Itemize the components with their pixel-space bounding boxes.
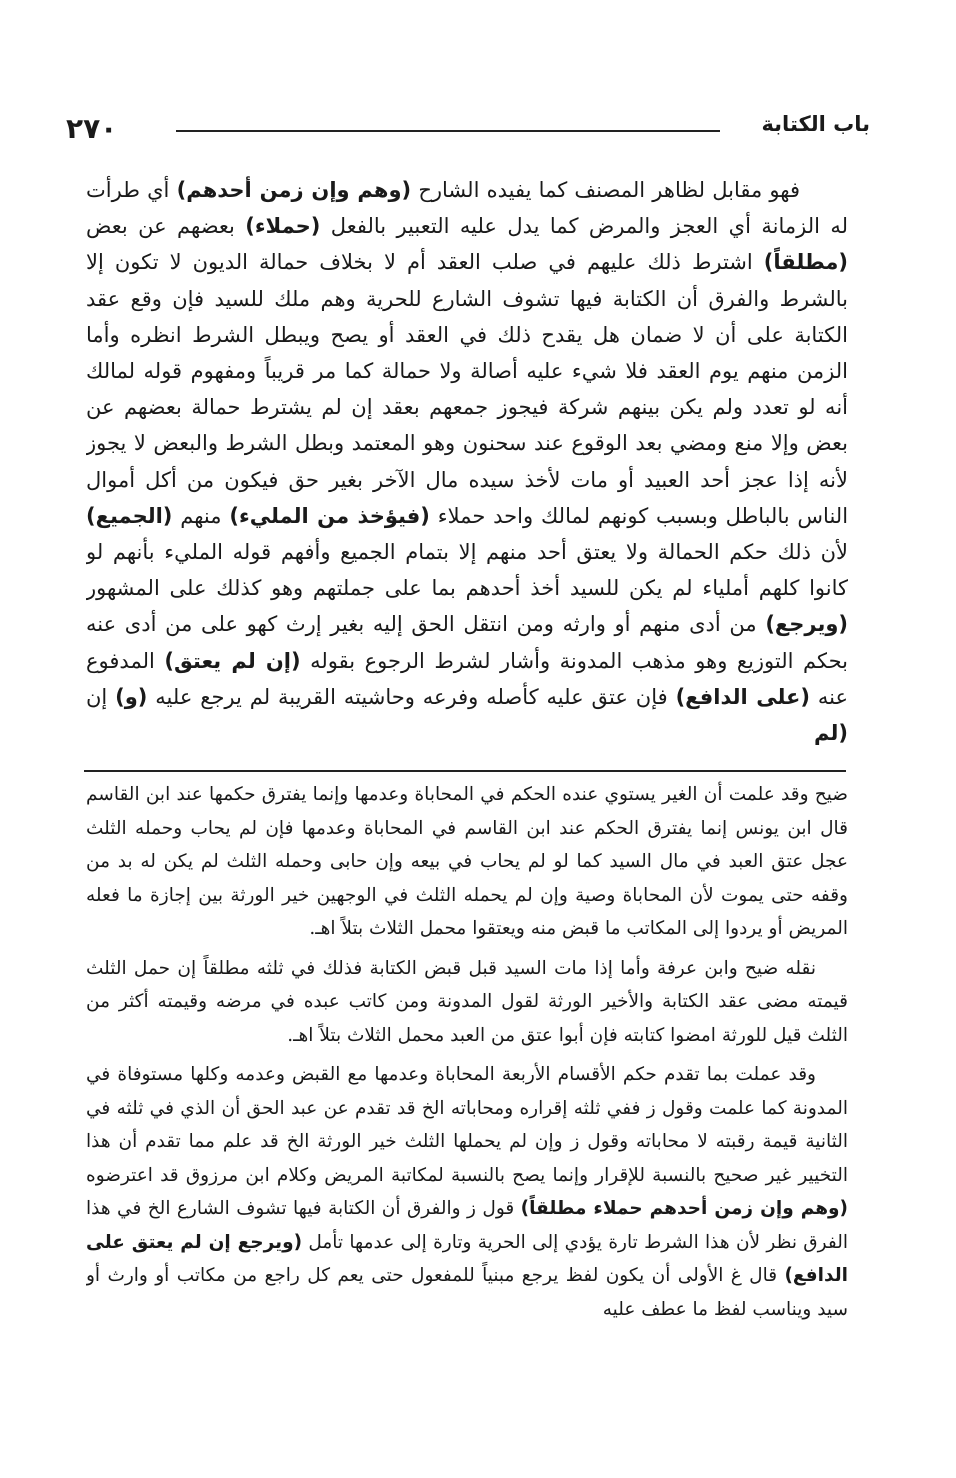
- quoted-matn: (فيؤخذ من المليء): [229, 503, 430, 528]
- quoted-matn: (إن لم يعتق): [164, 648, 301, 673]
- text-run: منهم: [172, 503, 230, 528]
- main-text: [86, 172, 848, 752]
- quoted-matn: (ويرجع إن لم يعتق على الدافع): [86, 1231, 848, 1286]
- quoted-matn: (مطلقاً): [763, 250, 848, 275]
- text-run: بعضهم عن بعض: [86, 214, 246, 239]
- text-run: قال غ الأولى أن يكون لفظ يرجع مبنياً للمفعول حتى يعم كل راجع من مكاتب أو وارث أو سيد ويناسب لفظ ما عطف عليه: [86, 1265, 848, 1320]
- quoted-matn: (الجميع): [86, 503, 173, 528]
- text-run: أي طرأت له الزمانة أي العجز والمرض كما يدل عليه التعبير بالفعل: [86, 178, 848, 239]
- main-paragraph: [86, 172, 848, 751]
- text-run: قول ز والفرق أن الكتابة فيها تشوف الشارع الخ في هذا الفرق نظر لأن هذا الشرط تارة يؤدي إلى الحرية وتارة إلى عدمها تأمل: [86, 1198, 848, 1253]
- header-rule: [176, 130, 720, 132]
- page-number: ٢٧٠: [66, 112, 118, 145]
- quoted-matn: (لم: [814, 721, 848, 746]
- note-paragraph: ضيح وقد علمت أن الغير يستوي عنده الحكم في المحاباة وعدمها وإنما يفترق حكمها عند ابن القاسم قال ابن يونس إنما يفترق الحكم عند ابن القاسم في المحاباة وعدمها فإن لم يحاب وحمله الثلث عجل عتق العبد في مال السيد كما لو لم يحاب في بيعه وإن حابى وحمله الثلث لم يكن له بد من وقفه حتى يموت لأن المحاباة وصية وإن لم يحمله الثلث في الوجهين خير الورثة بين إجازة ما فعله المريض أو يردوا إلى المكاتب ما قبض منه ويعتقوا محمل الثلاث بتلاً اهـ.: [86, 784, 848, 939]
- note-paragraph: نقله ضيح وابن عرفة وأما إذا مات السيد قبل قبض الكتابة فذلك في ثلثه مطلقاً إن حمل الثلث قيمته مضى عقد الكتابة والأخير الورثة لقول المدونة ومن كاتب عبده في مرضه وقيمته أكثر من الثلث قيل للورثة امضوا كتابته فإن أبوا عتق من العبد محمل الثلاث بتلاً اهـ.: [86, 957, 848, 1046]
- text-run: فإن عتق عليه كأصله وفرعه وحاشيته القريبة لم يرجع عليه: [147, 684, 676, 709]
- footnote-separator: [84, 770, 846, 772]
- text-run: وقد عملت بما تقدم حكم الأقسام الأربعة المحاباة وعدمها مع القبض وعدمه وكلها مستوفاة في المدونة كما علمت وقول ز ففي ثلثه إقراره ومحاباته الخ قد تقدم عن عبد الحق أن الذي في ثلثه في الثانية قيمة رقبته لا محاباته وقول ز وإن لم يحملها الثلث خير الورثة الخ قد علم مما تقدم أن هذا التخيير غير صحيح بالنسبة للإقرار وإنما يصح بالنسبة لمكاتبة المريض وكلام ابن مرزوق قد اعترضوه: [86, 1064, 848, 1186]
- text-run: فهو مقابل لظاهر المصنف كما يفيده الشارح: [411, 178, 801, 202]
- quoted-matn: (على الدافع): [675, 684, 810, 709]
- text-run: إن: [86, 684, 116, 709]
- commentary-notes: [86, 778, 848, 1408]
- quoted-matn: (حملاء): [245, 214, 321, 239]
- text-run: لأن ذلك حكم الحمالة ولا يعتق أحد منهم إلا بتمام الجميع وأفهم قوله المليء بأنهم لو كانوا كلهم أملياء لم يكن للسيد أخذ أحدهم بما على جملتهم وهو كذلك على المشهور: [86, 540, 848, 601]
- page-header: [66, 108, 870, 148]
- note-paragraph: [86, 1058, 848, 1326]
- quoted-matn: (ويرجع): [765, 612, 848, 637]
- text-run: من أدى منهم أو وارثه ومن انتقل الحق إليه بغير إرث كهو على من أدى عنه بحكم التوزيع وهو مذهب المدونة وأشار لشرط الرجوع بقوله: [86, 612, 848, 673]
- quoted-matn: (وهم وإن زمن أحدهم حملاء مطلقاً): [520, 1198, 848, 1219]
- quoted-matn: (وهم وإن زمن أحدهم): [176, 178, 412, 202]
- text-run: المدفوع عنه: [86, 648, 848, 709]
- quoted-matn: (و): [115, 684, 148, 709]
- running-title: باب الكتابة: [761, 112, 870, 136]
- text-run: اشترط ذلك عليهم في صلب العقد أم لا بخلاف حمالة الديون لا تكون إلا بالشرط والفرق أن الكتابة فيها تشوف الشارع للحرية وهم ملك للسيد فإن وقع عقد الكتابة على أن لا ضمان هل يقدح ذلك في العقد أو يصح ويبطل الشرط انظره وأما الزمن منهم يوم العقد فلا شيء عليه أصالة ولا حمالة كما مر قريباً ومفهوم قوله لمالك أنه لو تعدد ولم يكن بينهم شركة فيجوز جمعهم بعقد إن لم يشترط حمالة بعضهم عن بعض وإلا منع ومضي بعد الوقوع عند سحنون وهو المعتمد وبطل الشرط والبعض لا يجوز لأنه إذا عجز أحد العبيد أو مات لأخذ سيده مال الآخر بغير حق فيكون من أكل أموال الناس بالباطل وبسبب كونهم لمالك واحد حملاء: [86, 250, 848, 528]
